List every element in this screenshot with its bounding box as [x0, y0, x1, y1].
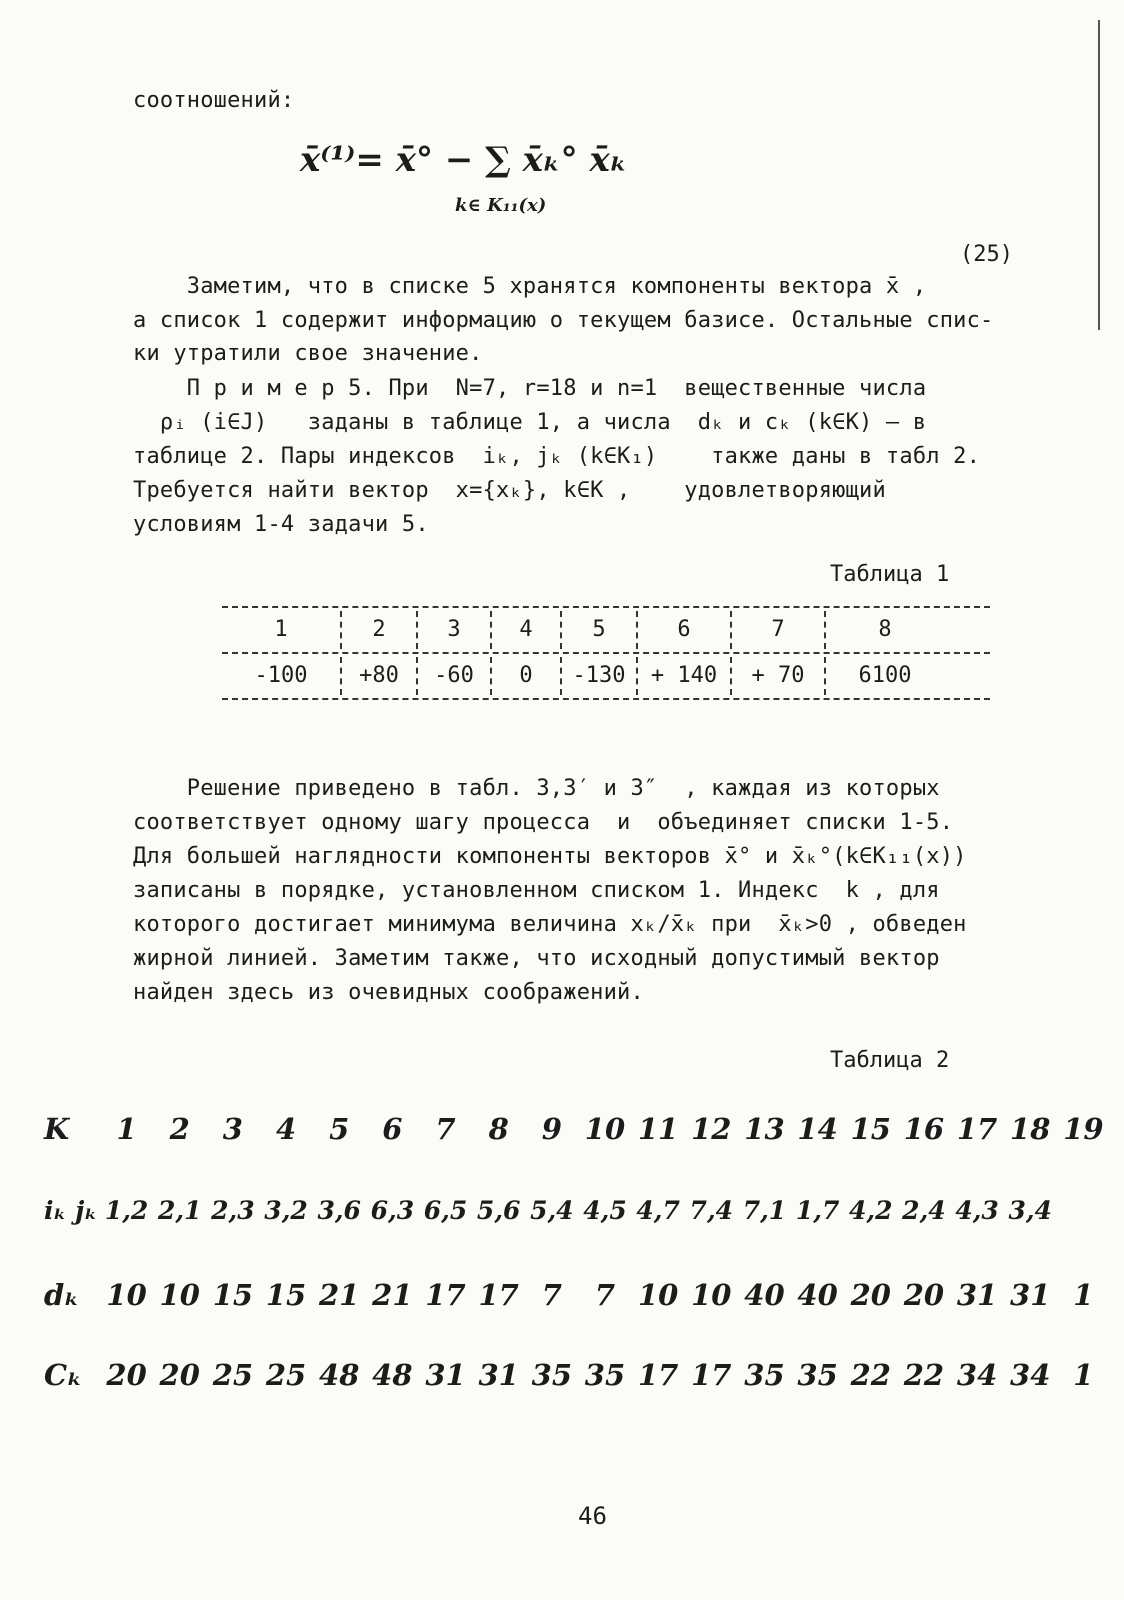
table2-cell: 18 [1010, 1112, 1051, 1146]
table2-cell: 15 [212, 1278, 254, 1312]
table2-cell: 9 [541, 1112, 562, 1146]
table2-cell: 25 [212, 1358, 254, 1392]
table1-caption: Таблица 1 [830, 562, 950, 587]
table2-cell: 14 [797, 1112, 838, 1146]
table2-row-cells [100, 1112, 1110, 1146]
table2-cell: 6,3 [370, 1196, 415, 1225]
table2-cell: 17 [956, 1112, 998, 1146]
table2-cell: 1 [116, 1112, 137, 1146]
table2-cell: 15 [850, 1112, 891, 1146]
table2-cell: 4,5 [583, 1196, 627, 1225]
table1-header-cell: 7 [730, 611, 824, 649]
table2-cell: 2,4 [902, 1196, 946, 1225]
table2-cell: 1,2 [104, 1196, 149, 1225]
table2-cell: 3,2 [264, 1196, 308, 1225]
table2-cell: 31 [478, 1358, 519, 1392]
table2-row-label: iₖ jₖ [44, 1196, 98, 1225]
table2-cell: 7 [435, 1112, 456, 1146]
para3-line-6: жирной линией. Заметим также, что исходный допустимый вектор [133, 946, 940, 971]
table1-value-cell: 0 [490, 657, 560, 695]
table2-row-c [30, 1358, 1110, 1392]
table1-header-cell: 4 [490, 611, 560, 649]
table1-value-cell: 6100 [824, 657, 944, 695]
table2-cell: 35 [797, 1358, 838, 1392]
table1-header-row [222, 608, 990, 652]
table2-cell: 35 [744, 1358, 785, 1392]
table1-value-cell: + 70 [730, 657, 824, 695]
table2-cell: 16 [903, 1112, 945, 1146]
table1-value-cell: +80 [340, 657, 416, 695]
table2-cell: 10 [584, 1112, 626, 1146]
table2-cell: 7 [541, 1278, 562, 1312]
table2-cell: 48 [372, 1358, 413, 1392]
table1-header-cell: 2 [340, 611, 416, 649]
equation-number: (25) [960, 242, 1013, 267]
table2-row-label: dₖ [44, 1278, 80, 1312]
table1-header-cell: 5 [560, 611, 636, 649]
table2-row-ij [30, 1196, 1110, 1225]
para2-line-5: условиям 1-4 задачи 5. [133, 512, 429, 537]
table1-header-cell: 1 [274, 617, 288, 642]
table2-cell: 34 [956, 1358, 998, 1392]
table2-cell: 20 [903, 1278, 945, 1312]
table2-cell: 22 [903, 1358, 945, 1392]
table2-cell: 6,5 [423, 1196, 468, 1225]
table2-cell: 11 [637, 1112, 679, 1146]
table2-cell: 22 [850, 1358, 891, 1392]
table2-cell: 19 [1063, 1112, 1104, 1146]
table2-cell: 4,7 [636, 1196, 680, 1225]
table2-row-cells [100, 1196, 1110, 1225]
table2-cell: 10 [106, 1278, 147, 1312]
table2-cell [1057, 1196, 1110, 1225]
table2-cell: 31 [1010, 1278, 1051, 1312]
table2-cell: 7,4 [689, 1196, 734, 1225]
table2-cell: 34 [1010, 1358, 1051, 1392]
para3-line-5: которого достигает минимума величина xₖ/x̄ₖ при x̄ₖ>0 , обведен [133, 912, 967, 937]
table2-cell: 1 [1073, 1358, 1094, 1392]
table2-cell: 10 [159, 1278, 200, 1312]
table2-cell: 13 [744, 1112, 785, 1146]
table2-cell: 17 [691, 1358, 732, 1392]
table1-bottom-rule [222, 698, 990, 700]
table2-cell: 17 [425, 1278, 466, 1312]
para2-line-1: П р и м е р 5. При N=7, r=18 и n=1 вещественные числа [133, 376, 927, 401]
table2-cell: 8 [488, 1112, 509, 1146]
table2-cell: 4,3 [955, 1196, 999, 1225]
table2-cell: 4,2 [849, 1196, 893, 1225]
para3-line-2: соответствует одному шагу процесса и объединяет списки 1-5. [133, 810, 954, 835]
table2-row-cells [100, 1358, 1110, 1392]
table2-row-d [30, 1278, 1110, 1312]
table1-value-cell: -100 [254, 663, 308, 688]
table2-cell: 10 [637, 1278, 679, 1312]
table2-cell: 35 [531, 1358, 572, 1392]
table2-cell: 31 [425, 1358, 466, 1392]
table2-cell: 1 [1073, 1278, 1094, 1312]
table2-cell: 21 [372, 1278, 413, 1312]
table2-cell: 20 [850, 1278, 891, 1312]
table2-cell: 25 [265, 1358, 307, 1392]
table2-cell: 2 [169, 1112, 190, 1146]
table2-cell: 7,1 [742, 1196, 787, 1225]
table2-cell: 2,1 [157, 1196, 202, 1225]
table2-cell: 3 [222, 1112, 243, 1146]
formula-subscript: k∈ K₁₁(x) [455, 195, 547, 216]
table1-header-cell: 3 [416, 611, 490, 649]
table2-cell: 35 [584, 1358, 626, 1392]
table2-row-k [30, 1112, 1110, 1146]
table2-cell: 17 [478, 1278, 519, 1312]
table2-cell: 5 [329, 1112, 350, 1146]
table2-cell: 20 [159, 1358, 200, 1392]
table1-value-cell: -60 [416, 657, 490, 695]
para1-line-3: ки утратили свое значение. [133, 341, 483, 366]
para3-line-7: найден здесь из очевидных соображений. [133, 980, 644, 1005]
table1-header-cell: 6 [636, 611, 730, 649]
para1-line-2: а список 1 содержит информацию о текущем базисе. Остальные спис- [133, 308, 994, 333]
table2-cell: 1,7 [795, 1196, 840, 1225]
table2-cell: 5,6 [476, 1196, 521, 1225]
table2-cell: 4 [275, 1112, 297, 1146]
table2-cell: 2,3 [211, 1196, 255, 1225]
para3-line-1: Решение приведено в табл. 3,3′ и 3″ , каждая из которых [133, 776, 940, 801]
table2-cell: 3,6 [317, 1196, 361, 1225]
table2-cell: 15 [265, 1278, 307, 1312]
table2-row-cells [100, 1278, 1110, 1312]
para2-line-4: Требуется найти вектор x={xₖ}, k∈K , удовлетворяющий [133, 478, 886, 503]
table2-cell: 20 [106, 1358, 147, 1392]
table2-cell: 3,4 [1008, 1196, 1052, 1225]
para3-line-4: записаны в порядке, установленном списком 1. Индекс k , для [133, 878, 940, 903]
table2-row-label: Cₖ [44, 1358, 83, 1392]
table2-row-label: K [44, 1112, 70, 1146]
table2-cell: 5,4 [530, 1196, 574, 1225]
table2-cell: 12 [691, 1112, 732, 1146]
para1-line-1: Заметим, что в списке 5 хранятся компоненты вектора x̄ , [133, 274, 927, 299]
page-number: 46 [578, 1502, 607, 1530]
table1-value-row [222, 654, 990, 698]
table2-cell: 40 [797, 1278, 838, 1312]
table1-value-cell: + 140 [636, 657, 730, 695]
table2-cell: 17 [637, 1358, 679, 1392]
para2-line-3: таблице 2. Пары индексов iₖ, jₖ (k∈K₁) также даны в табл 2. [133, 444, 981, 469]
table2-caption: Таблица 2 [830, 1048, 950, 1073]
table2-cell: 31 [956, 1278, 998, 1312]
table2-cell: 21 [319, 1278, 360, 1312]
table-1 [222, 606, 990, 700]
table2-cell: 7 [594, 1278, 616, 1312]
para2-line-2: ρᵢ (i∈J) заданы в таблице 1, а числа dₖ и cₖ (k∈K) – в [133, 410, 927, 435]
table1-value-cell: -130 [560, 657, 636, 695]
table2-cell: 6 [382, 1112, 403, 1146]
table1-header-cell: 8 [824, 611, 944, 649]
formula-25: x̄⁽¹⁾= x̄° − ∑ x̄ₖ° x̄ₖ [300, 140, 628, 180]
intro-text: соотношений: [133, 88, 295, 113]
margin-line [1098, 20, 1100, 330]
table2-cell: 10 [691, 1278, 732, 1312]
table2-cell: 40 [744, 1278, 785, 1312]
table2-cell: 48 [319, 1358, 360, 1392]
para3-line-3: Для большей наглядности компоненты векторов x̄° и x̄ₖ°(k∈K₁₁(x)) [133, 844, 967, 869]
